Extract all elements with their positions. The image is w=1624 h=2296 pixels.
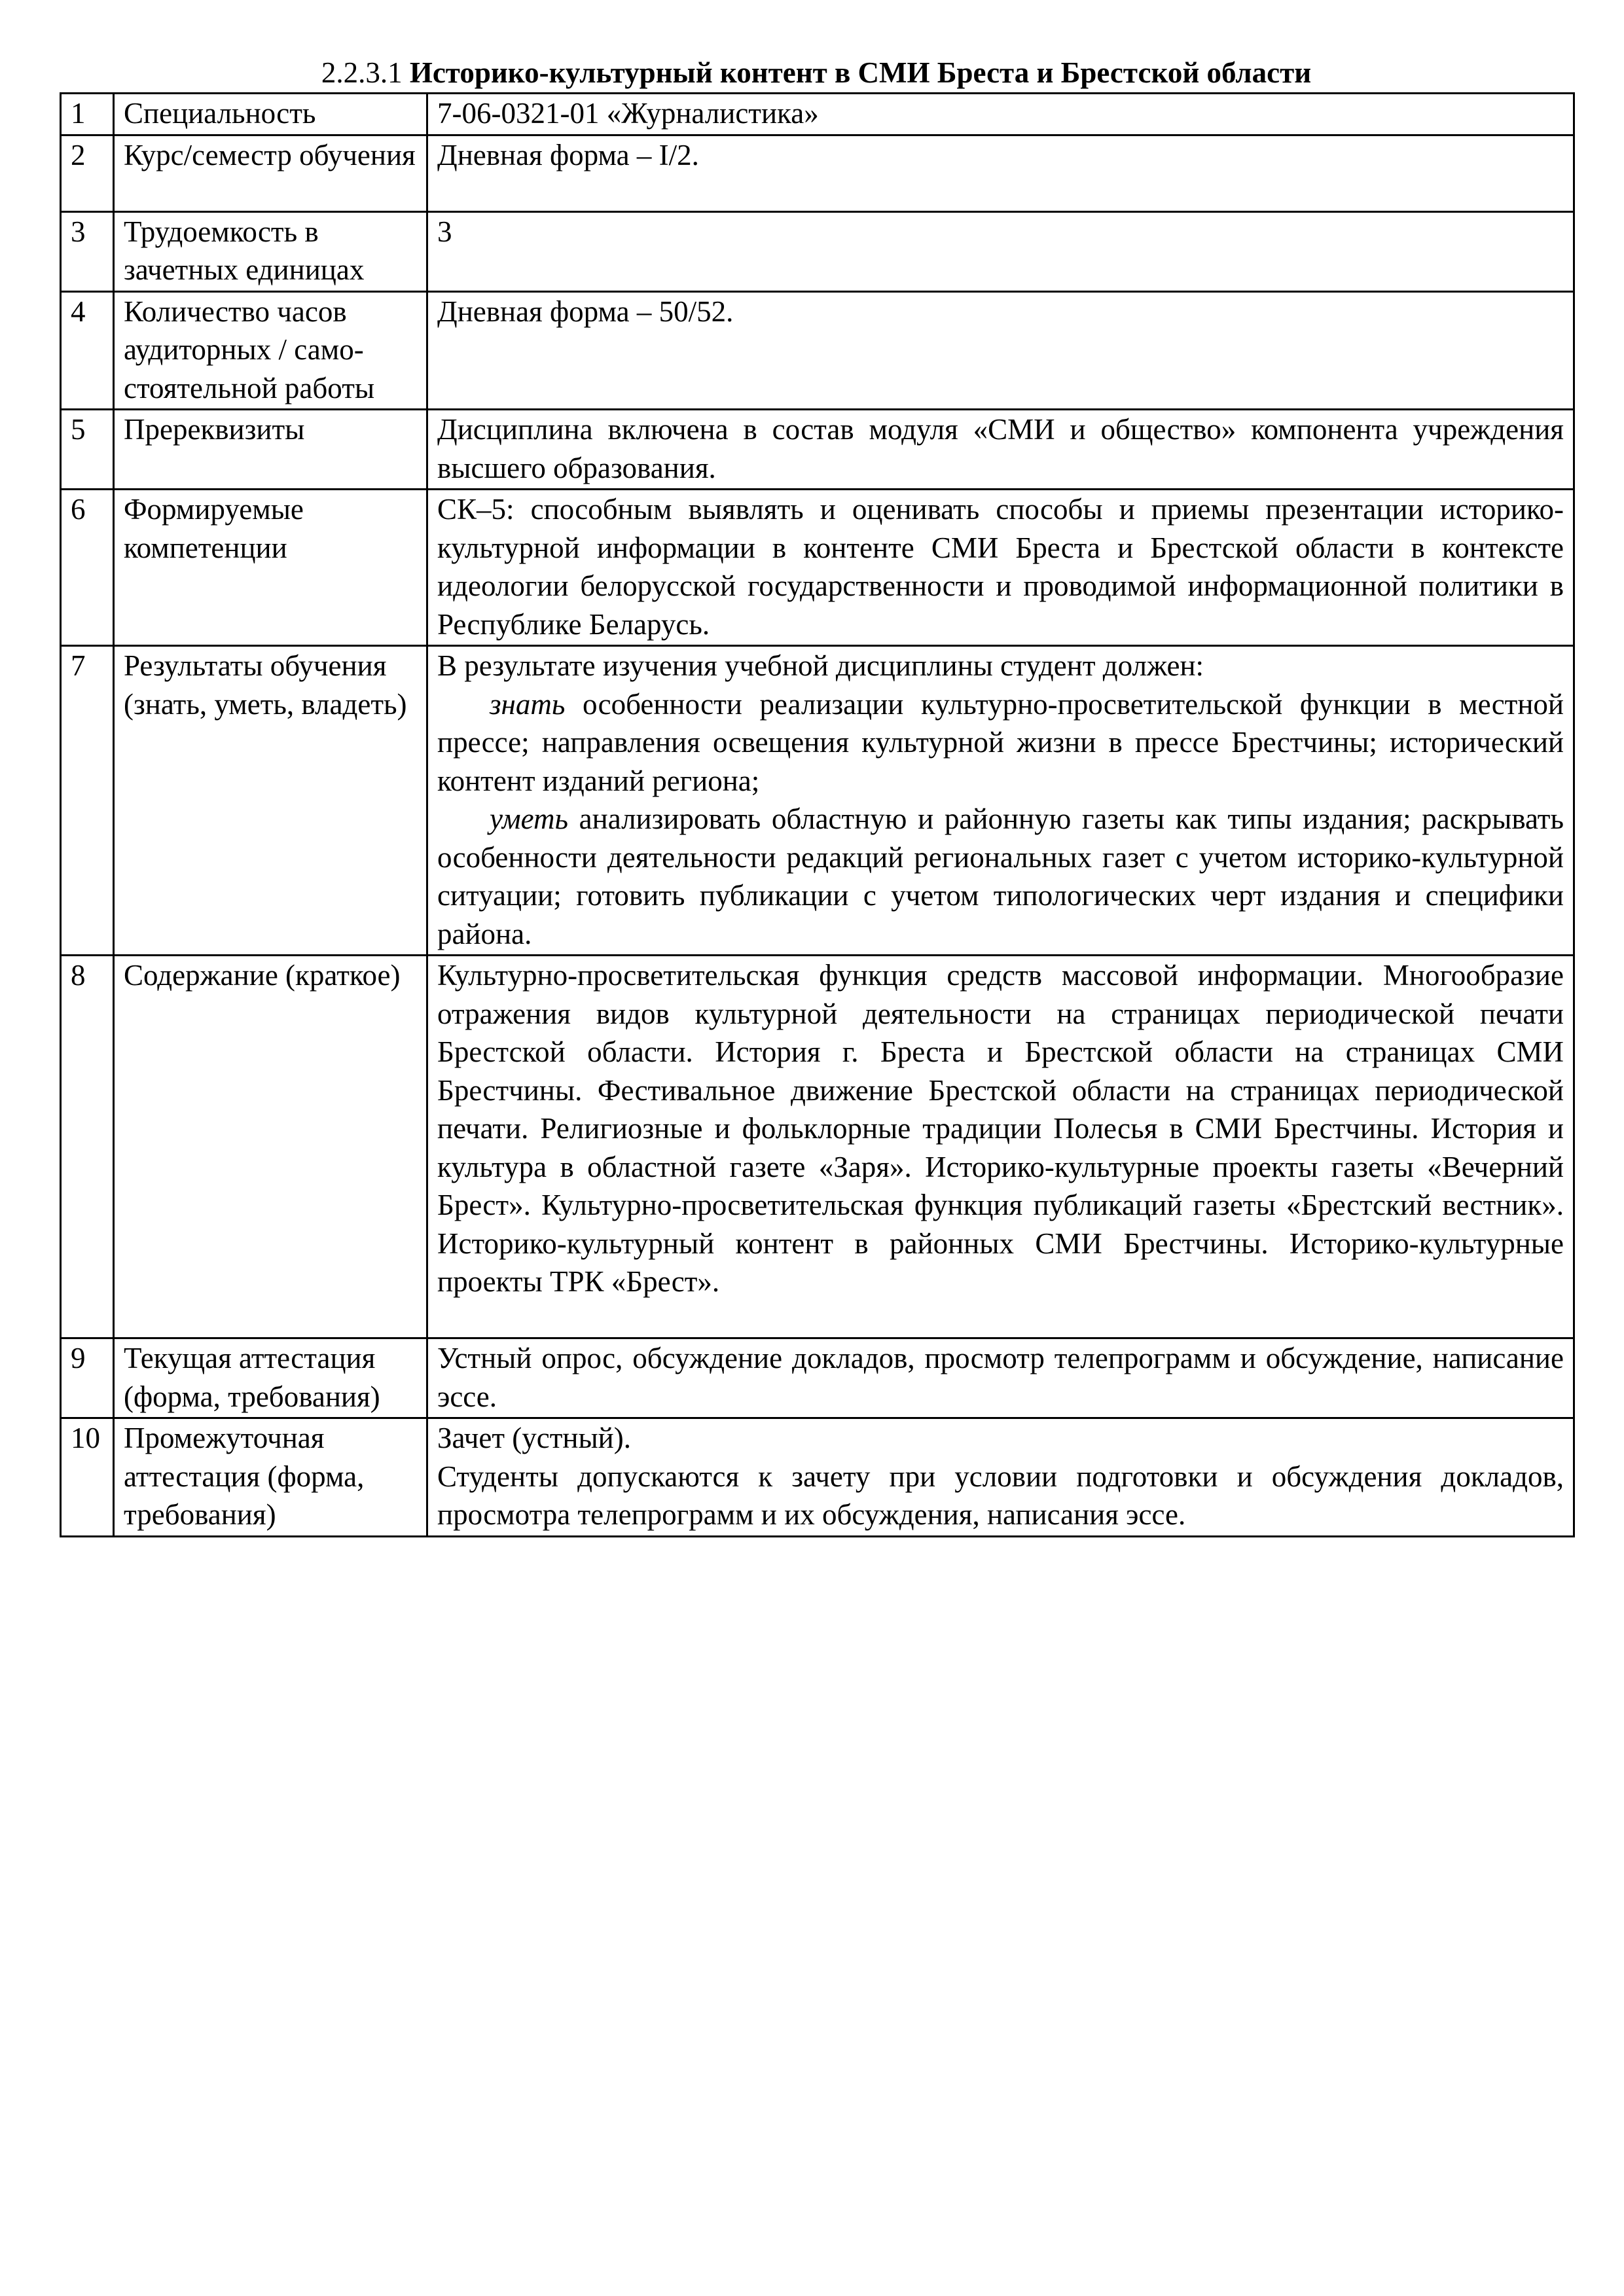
know-keyword: знать [490, 687, 566, 721]
row-label: Результаты обучения (знать, уметь, владеть) [114, 646, 427, 956]
row-number: 7 [61, 646, 114, 956]
row-label-text: Курс/семестр обучения [124, 138, 416, 171]
row-value: Устный опрос, обсуждение докладов, просмотр телепрограмм и обсуждение, написание эссе. [427, 1338, 1574, 1418]
section-title: Историко-культурный контент в СМИ Бреста и Брестской области [409, 56, 1312, 89]
row-label: Трудоемкость в зачетных единицах [114, 211, 427, 291]
row-number: 8 [61, 956, 114, 1338]
row-value: 7-06-0321-01 «Журналистика» [427, 94, 1574, 135]
table-row-content [61, 956, 1574, 1338]
row-label [114, 135, 427, 211]
row-number: 9 [61, 1338, 114, 1418]
table-row-competencies [61, 490, 1574, 646]
table-row-hours [61, 291, 1574, 410]
table-row-current-assessment [61, 1338, 1574, 1418]
table-row-learning-outcomes [61, 646, 1574, 956]
row-label: Количество часов аудиторных / само-стоятельной работы [114, 291, 427, 410]
row-value [427, 1418, 1574, 1537]
row-number: 6 [61, 490, 114, 646]
row-number: 5 [61, 410, 114, 490]
row-value: Дневная форма – I/2. [427, 135, 1574, 211]
table-row-credits [61, 211, 1574, 291]
row-label: Содержание (краткое) [114, 956, 427, 1338]
table-row-course-semester [61, 135, 1574, 211]
row-value [427, 646, 1574, 956]
course-info-table [60, 92, 1575, 1537]
table-row-prerequisites [61, 410, 1574, 490]
row-value: Дисциплина включена в состав модуля «СМИ и общество» компонента учреждения высшего образования. [427, 410, 1574, 490]
row-label: Промежуточная аттестация (форма, требования) [114, 1418, 427, 1537]
row-label: Специальность [114, 94, 427, 135]
row-number: 3 [61, 211, 114, 291]
outcomes-can [437, 800, 1564, 953]
assessment-form: Зачет (устный). [437, 1422, 631, 1454]
outcomes-intro: В результате изучения учебной дисциплины студент должен: [437, 649, 1204, 682]
row-value: 3 [427, 211, 1574, 291]
section-heading [60, 55, 1573, 90]
row-label: Пререквизиты [114, 410, 427, 490]
can-text: анализировать областную и районную газеты как типы издания; раскрывать особенности деятельности редакций региональных газет с учетом историко-культурной ситуации; готовить публикации с учетом типологических черт издания и специфики района. [437, 802, 1564, 950]
row-value: Культурно-просветительская функция средств массовой информации. Многообразие отражения видов культурной деятельности на страницах периодической печати Брестской области. История г. Бреста и Брестской области на страницах СМИ Брестчины. Фестивальное движение Брестской области на страницах периодической печати. Религиозные и фольклорные традиции Полесья в СМИ Брестчины. История и культура в областной газете «Заря». Историко-культурные проекты газеты «Вечерний Брест». Культурно-просветительская функция публикаций газеты «Брестский вестник». Историко-культурный контент в районных СМИ Брестчины. Историко-культурные проекты ТРК «Брест». [427, 956, 1574, 1338]
table-row-intermediate-assessment [61, 1418, 1574, 1537]
row-label: Текущая аттестация (форма, требования) [114, 1338, 427, 1418]
know-text: особенности реализации культурно-просветительской функции в местной прессе; направления освещения культурной жизни в прессе Брестчины; исторический контент изданий региона; [437, 687, 1564, 797]
row-number: 1 [61, 94, 114, 135]
section-number: 2.2.3.1 [321, 56, 403, 89]
row-number: 4 [61, 291, 114, 410]
row-number: 10 [61, 1418, 114, 1537]
assessment-requirements: Студенты допускаются к зачету при условии подготовки и обсуждения докладов, просмотра телепрограмм и их обсуждения, написания эссе. [437, 1460, 1564, 1531]
can-keyword: уметь [490, 802, 568, 835]
outcomes-know [437, 685, 1564, 800]
row-value: Дневная форма – 50/52. [427, 291, 1574, 410]
table-row-specialty [61, 94, 1574, 135]
row-label: Формируемые компетенции [114, 490, 427, 646]
row-value: СК–5: способным выявлять и оценивать способы и приемы презентации историко-культурной информации в контенте СМИ Бреста и Брестской области в контексте идеологии белорусской государственности и проводимой информационной политики в Республике Беларусь. [427, 490, 1574, 646]
row-number: 2 [61, 135, 114, 211]
